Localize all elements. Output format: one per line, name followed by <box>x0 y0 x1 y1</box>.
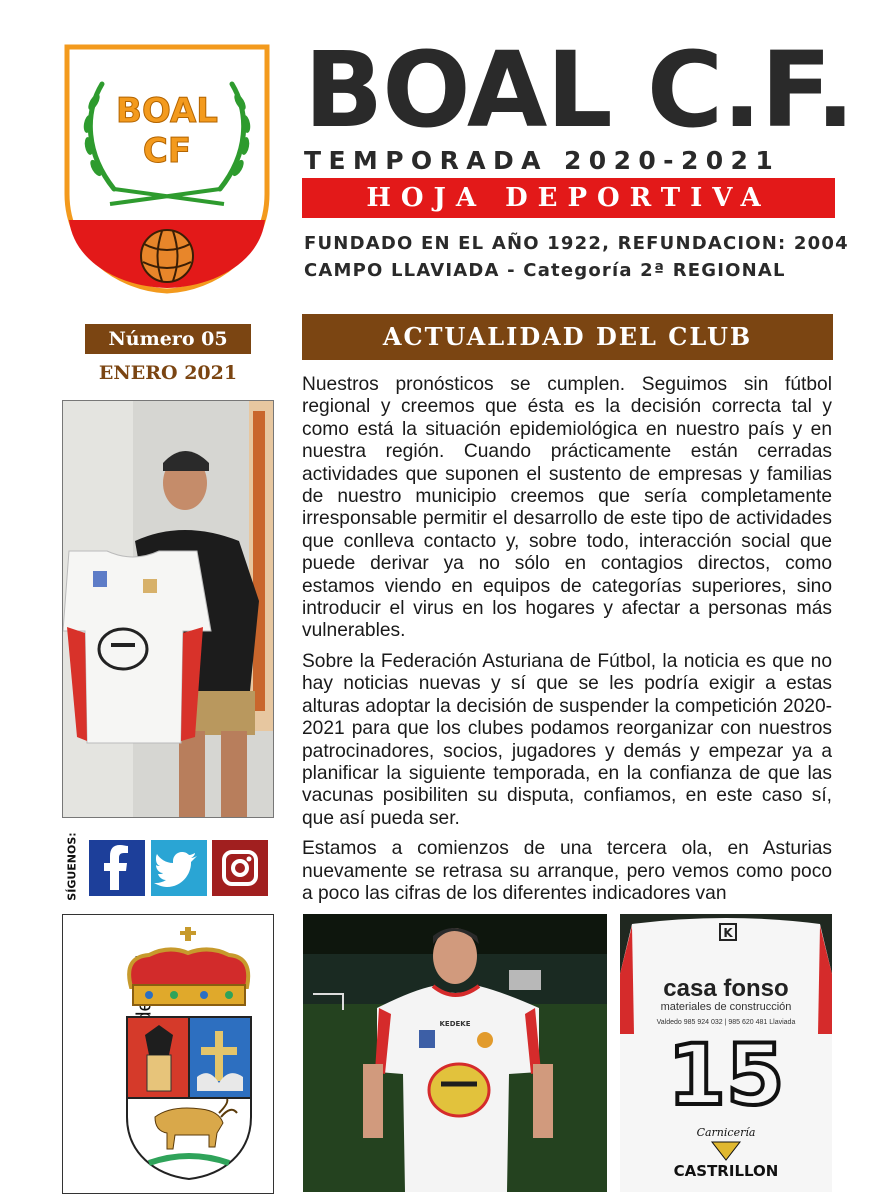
issue-date: ENERO 2021 <box>98 362 238 384</box>
ayuntamiento-box <box>62 914 274 1194</box>
twitter-icon[interactable] <box>151 840 207 896</box>
player-holding-shirt-photo <box>62 400 274 818</box>
boal-coat-of-arms <box>119 927 259 1183</box>
article-paragraph: Sobre la Federación Asturiana de Fútbol, la noticia es que no hay noticias nuevas y sí que se les podría exigir a estas alturas adoptar la decisión de suspender la competición 2020-2021 para que los clubes podamos reorganizar con nuestros patrocinadores, socios, jugadores y demás y empezar ya a planificar la siguiente temporada, en la confianza de que las vacunas posibiliten su disputa, confiamos, en este caso sí, que así pueda ser. <box>302 650 832 829</box>
player-front-kit-photo <box>303 914 607 1192</box>
facebook-icon[interactable] <box>89 840 145 896</box>
player-back-kit-photo <box>620 914 832 1192</box>
stadium-line: CAMPO LLAVIADA - Categoría 2ª REGIONAL <box>304 260 786 281</box>
article-paragraph: Estamos a comienzos de una tercera ola, en Asturias nuevamente se retrasa su arranque, pero vemos como poco a poco las cifras de los diferentes indicadores van <box>302 838 832 904</box>
sponsor-brand: casa fonso <box>663 975 789 1002</box>
instagram-icon[interactable] <box>212 840 268 896</box>
follow-us-label: SÍGUENOS: <box>65 832 79 901</box>
section-title: ACTUALIDAD DEL CLUB <box>302 314 833 360</box>
castrillon-label: CASTRILLON <box>673 1162 779 1180</box>
logo-bottom-text: CF <box>142 131 192 171</box>
kit-logo-text: K <box>723 926 733 940</box>
front-kit-brand: KEDEKE <box>439 1020 471 1028</box>
founded-line: FUNDADO EN EL AÑO 1922, REFUNDACION: 2004 <box>304 233 849 254</box>
logo-top-text: BOAL <box>116 91 218 131</box>
club-logo <box>64 44 270 294</box>
issue-number: Número 05 <box>85 324 251 354</box>
hoja-deportiva-banner: HOJA DEPORTIVA <box>302 178 835 218</box>
article-paragraph: Nuestros pronósticos se cumplen. Seguimos sin fútbol regional y creemos que ésta es la decisión correcta tal y como está la situación epidemiológica en nuestro país y en nuestra región. Cuando prácticamente están cerradas actividades que suponen el sustento de empresas y familias de nuestro municipio creemos que sería completamente irresponsable permitir el desarrollo de este tipo de actividades que conlleva contacto y, sobre todo, interacción social que puede derivar ya no sólo en contagios directos, como estamos viendo en equipos de categorías superiores, sino introducir el virus en los hogares y afectar a personas más vulnerables. <box>302 374 832 642</box>
club-name: BOAL C.F. <box>304 29 854 151</box>
sponsor-tagline: materiales de construcción <box>660 1001 792 1013</box>
shirt-number: 15 <box>667 1026 785 1124</box>
article-body <box>302 374 832 913</box>
butcher-label: Carnicería <box>696 1126 756 1139</box>
season-title: TEMPORADA 2020-2021 <box>304 146 781 175</box>
sponsor-phones: Valdedo 985 924 032 | 985 620 481 Llaviada <box>656 1019 796 1026</box>
